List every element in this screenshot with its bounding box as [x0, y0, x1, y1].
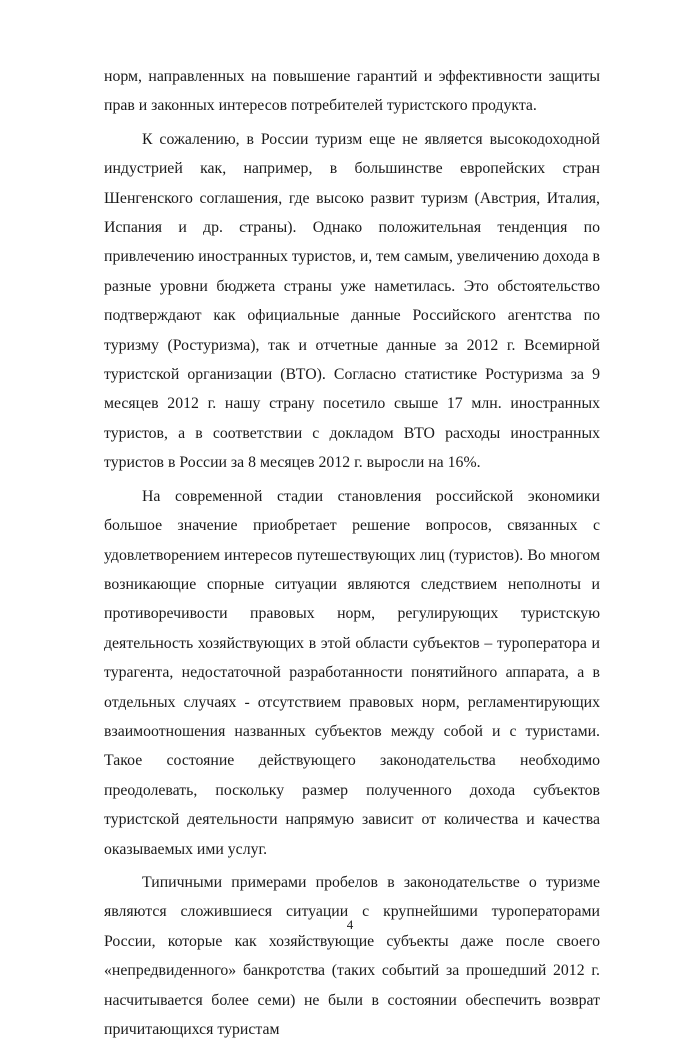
paragraph-2: К сожалению, в России туризм еще не является высокодоходной индустрией как, например, в большинстве европейских стран Шенгенского соглашения, где высоко развит туризм (Австрия, Италия, Испания и др. страны). Однако положительная тенденция по привлечению иностранных туристов, и, тем самым, увеличению дохода в разные уровни бюджета страны уже наметилась. Это обстоятельство подтверждают как официальные данные Российского агентства по туризму (Ростуризма), так и отчетные данные за 2012 г. Всемирной туристской организации (ВТО). Согласно статистике Ростуризма за 9 месяцев 2012 г. нашу страну посетило свыше 17 млн. иностранных туристов, а в соответствии с докладом ВТО расходы иностранных туристов в России за 8 месяцев 2012 г. выросли на 16%.	[104, 130, 600, 472]
document-page	[104, 62, 600, 1048]
paragraph-3: На современной стадии становления российской экономики большое значение приобретает решение вопросов, связанных с удовлетворением интересов путешествующих лиц (туристов). Во многом возникающие спорные ситуации являются следствием неполноты и противоречивости правовых норм, регулирующих туристскую деятельность хозяйствующих в этой области субъектов – туроператора и турагента, недостаточной разработанности понятийного аппарата, а в отдельных случаях - отсутствием правовых норм, регламентирующих взаимоотношения названных субъектов между собой и с туристами. Такое состояние действующего законодательства необходимо преодолевать, поскольку размер полученного дохода субъектов туристской деятельности напрямую зависит от количества и качества оказываемых ими услуг.	[104, 487, 600, 858]
paragraph-1: норм, направленных на повышение гарантий и эффективности защиты прав и законных интересов потребителей туристского продукта.	[104, 68, 600, 115]
paragraph-4: Типичными примерами пробелов в законодательстве о туризме являются сложившиеся ситуации с крупнейшими туроператорами России, которые как хозяйствующие субъекты даже после своего «непредвиденного» банкротства (таких событий за прошедший 2012 г. насчитывается более семи) не были в состоянии обеспечить возврат причитающихся туристам	[104, 873, 600, 1038]
page-number: 4	[346, 917, 354, 932]
